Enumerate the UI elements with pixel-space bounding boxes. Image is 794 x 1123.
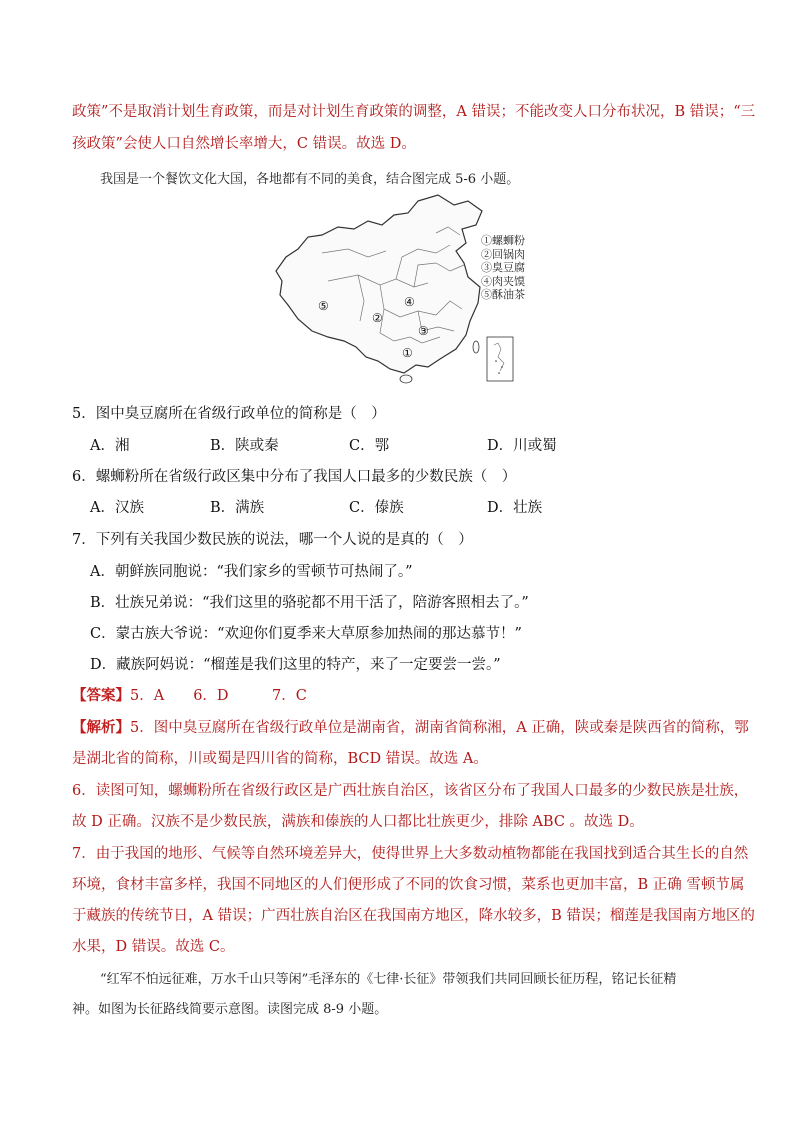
question-5-option-d: D．川或蜀 <box>487 438 557 454</box>
question-intro-8-9-line-1: “红军不怕远征难，万水千山只等闲”毛泽东的《七律·长征》带领我们共同回顾长征历程，铭记长征精 <box>100 972 677 987</box>
analysis-line-3: 6．读图可知，螺蛳粉所在省级行政区是广西壮族自治区，该省区分布了我国人口最多的少数民族是壮族， <box>72 783 749 799</box>
prev-answer-line-1: 政策”不是取消计划生育政策，而是对计划生育政策的调整，A 错误；不能改变人口分布状况，B 错误；“三 <box>72 104 756 120</box>
answer-text: 5．A 6．D 7．C <box>130 688 307 704</box>
legend-item-5: ⑤酥油茶 <box>481 288 525 301</box>
map-marker-5: ⑤ <box>318 299 329 313</box>
question-7-option-a: A．朝鲜族同胞说：“我们家乡的雪顿节可热闹了。” <box>90 564 413 580</box>
prev-answer-line-2: 孩政策”会使人口自然增长率增大，C 错误。故选 D。 <box>72 136 416 152</box>
legend-item-2: ②回锅肉 <box>481 247 525 261</box>
analysis-text-1: 5．图中臭豆腐所在省级行政单位是湖南省，湖南省简称湘，A 正确，陕或秦是陕西省的简称，鄂 <box>130 720 749 736</box>
analysis-line-2: 是湖北省的简称，川或蜀是四川省的简称，BCD 错误。故选 A。 <box>72 751 488 767</box>
analysis-line-7: 于藏族的传统节日，A 错误；广西壮族自治区在我国南方地区，降水较多，B 错误；榴莲是我国南方地区的 <box>72 908 755 924</box>
question-intro-5-6: 我国是一个餐饮文化大国，各地都有不同的美食，结合图完成 5-6 小题。 <box>100 172 520 187</box>
legend-item-3: ③臭豆腐 <box>481 261 525 274</box>
analysis-line-1 <box>72 716 749 737</box>
question-intro-8-9-line-2: 神。如图为长征路线简要示意图。读图完成 8-9 小题。 <box>72 1002 388 1017</box>
analysis-line-5: 7．由于我国的地形、气候等自然环境差异大，使得世界上大多数动植物都能在我国找到适合其生长的自然 <box>72 846 749 862</box>
question-5-option-a: A．湘 <box>90 438 130 454</box>
legend-item-1: ①螺蛳粉 <box>481 234 525 247</box>
map-marker-1: ① <box>402 346 413 360</box>
map-marker-4: ④ <box>404 295 415 309</box>
answer-tag: 【答案】 <box>72 687 130 704</box>
question-6-option-d: D．壮族 <box>487 500 543 516</box>
question-5-option-b: B．陕或秦 <box>210 438 279 454</box>
analysis-line-6: 环境，食材丰富多样，我国不同地区的人们便形成了不同的饮食习惯，菜系也更加丰富，B 正确 雪顿节属 <box>72 877 745 893</box>
question-6-option-c: C．傣族 <box>349 500 404 516</box>
map-marker-3: ③ <box>418 324 429 338</box>
map-legend <box>481 234 525 302</box>
analysis-line-8: 水果，D 错误。故选 C。 <box>72 939 235 955</box>
question-6-option-b: B．满族 <box>210 500 265 516</box>
analysis-tag: 【解析】 <box>72 719 130 736</box>
map-marker-2: ② <box>372 311 383 325</box>
question-7-option-d: D．藏族阿妈说：“榴莲是我们这里的特产，来了一定要尝一尝。” <box>90 657 501 673</box>
question-6-stem: 6．螺蛳粉所在省级行政区集中分布了我国人口最多的少数民族（ ） <box>72 469 517 485</box>
question-5-option-c: C．鄂 <box>349 438 390 454</box>
analysis-line-4: 故 D 正确。汉族不是少数民族，满族和傣族的人口都比壮族更少，排除 ABC 。故选 D。 <box>72 814 644 830</box>
answer-line <box>72 684 307 705</box>
question-7-stem: 7．下列有关我国少数民族的说法，哪一个人说的是真的（ ） <box>72 532 473 548</box>
question-7-option-c: C．蒙古族大爷说：“欢迎你们夏季来大草原参加热闹的那达慕节！” <box>90 626 522 642</box>
question-7-option-b: B．壮族兄弟说：“我们这里的骆驼都不用干活了，陪游客照相去了。” <box>90 595 529 611</box>
question-5-stem: 5．图中臭豆腐所在省级行政单位的简称是（ ） <box>72 406 386 422</box>
legend-item-4: ④肉夹馍 <box>481 274 525 288</box>
question-6-option-a: A．汉族 <box>90 500 144 516</box>
